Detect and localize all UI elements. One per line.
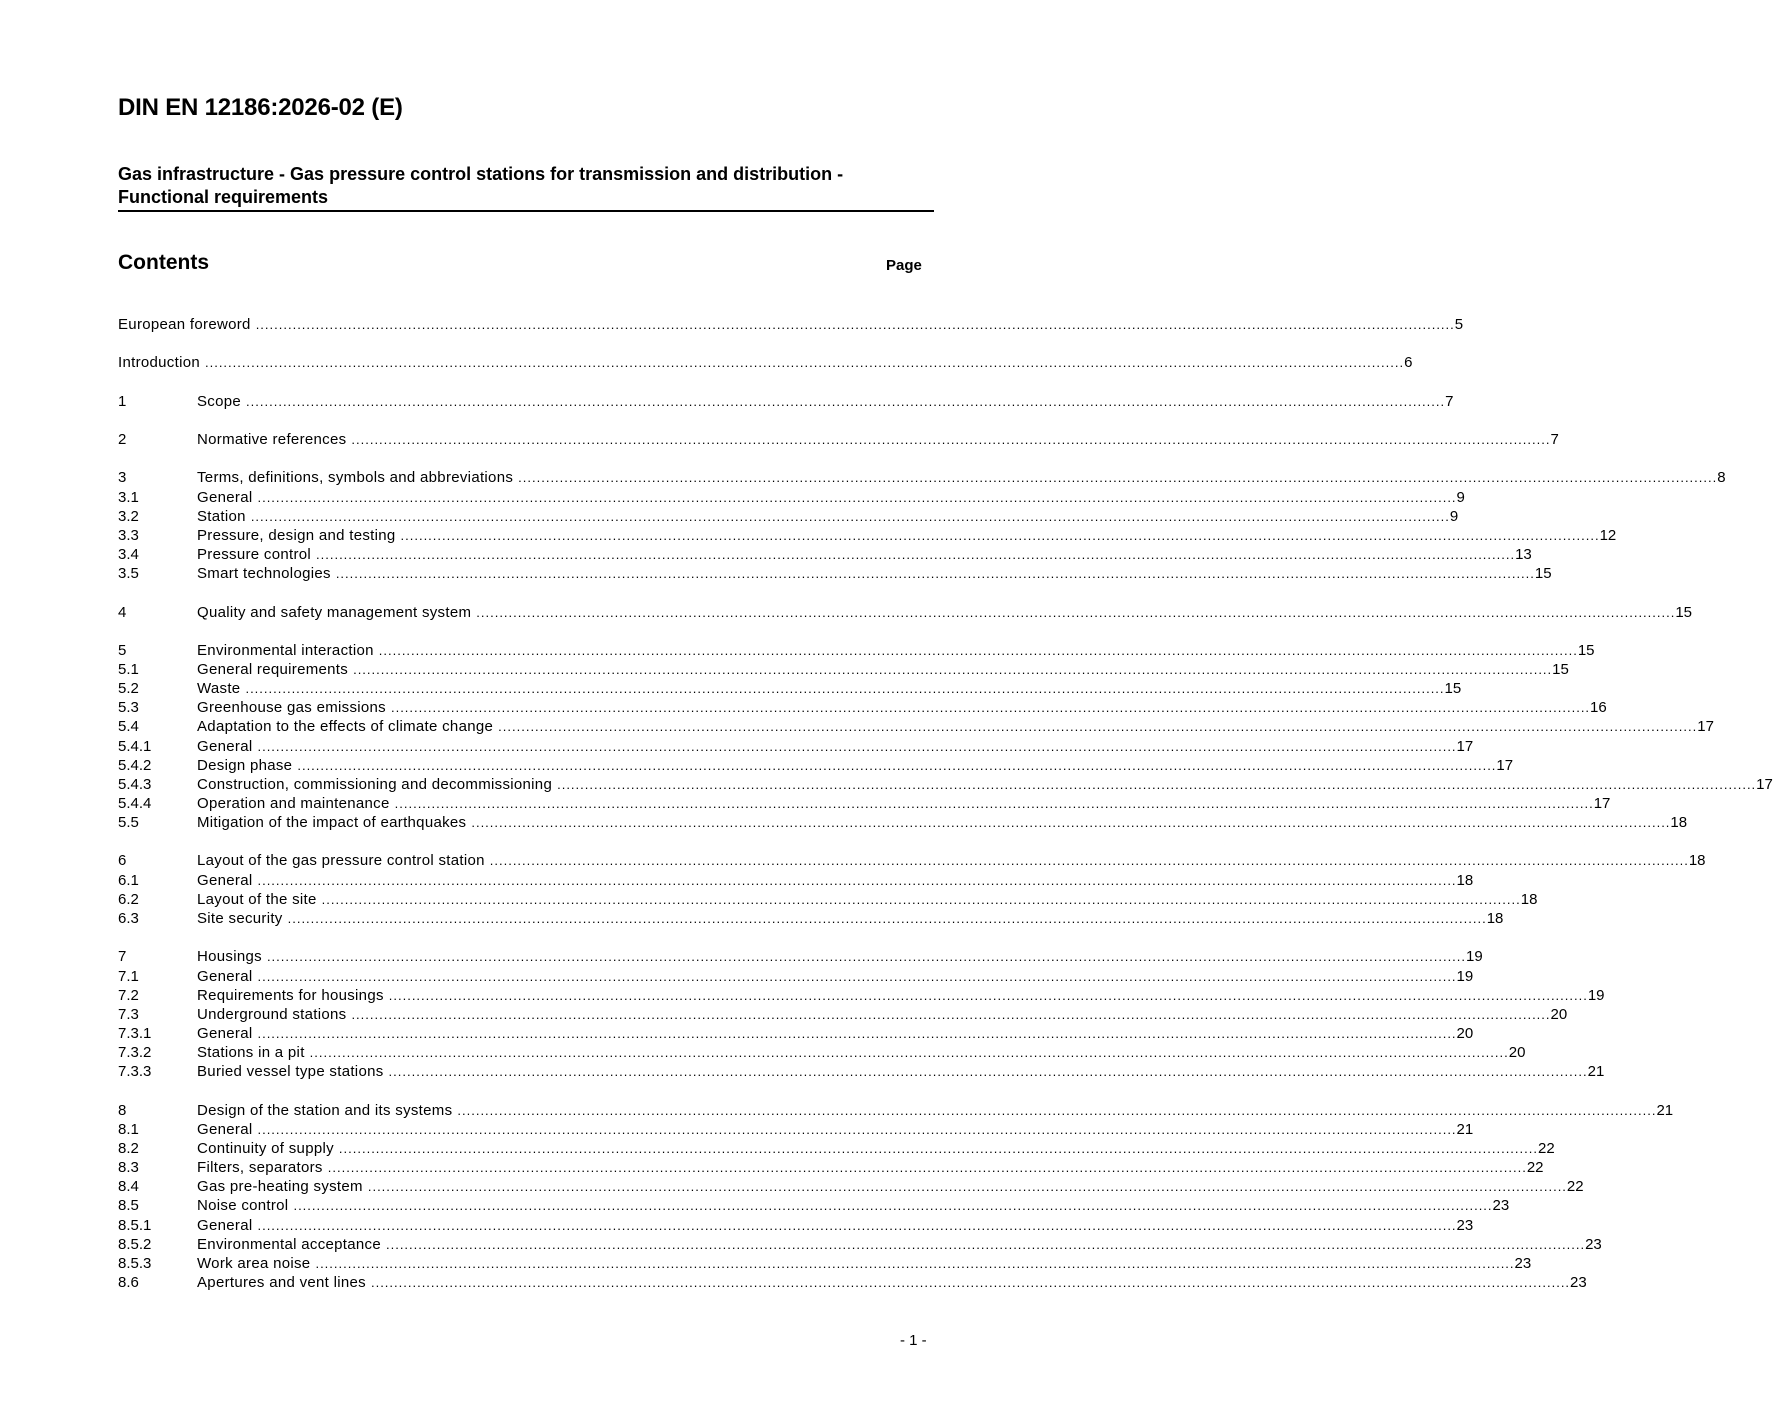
toc-entry-page: 15 <box>1675 604 1693 621</box>
toc-dot-leader: .................................................................................................................................................................................................................................................................... <box>257 1218 1457 1233</box>
toc-dot-leader: .................................................................................................................................................................................................................................................................... <box>518 470 1718 485</box>
toc-entry-number: 5.4 <box>118 718 139 735</box>
toc-dot-leader: .................................................................................................................................................................................................................................................................... <box>316 547 1516 562</box>
toc-dot-leader: .................................................................................................................................................................................................................................................................... <box>476 605 1676 620</box>
toc-entry-title: Filters, separators <box>197 1159 323 1176</box>
toc-entry-page: 15 <box>1552 661 1569 678</box>
toc-entry-number: 6 <box>118 852 127 869</box>
toc-entry-body <box>197 1216 1474 1235</box>
toc-entry[interactable] <box>118 468 1726 487</box>
toc-entry-page: 21 <box>1456 1121 1474 1138</box>
toc-dot-leader: .................................................................................................................................................................................................................................................................... <box>471 815 1671 830</box>
toc-entry-page: 13 <box>1515 546 1532 563</box>
toc-entry-page: 22 <box>1526 1159 1544 1176</box>
toc-entry-body <box>197 1158 1544 1177</box>
toc-entry-page: 7 <box>1445 393 1454 410</box>
toc-entry[interactable] <box>118 775 1773 794</box>
toc-entry-number: 7 <box>118 948 127 965</box>
toc-entry-title: Stations in a pit <box>197 1044 305 1061</box>
toc-entry[interactable] <box>118 1177 1584 1196</box>
toc-entry[interactable] <box>118 392 1454 411</box>
toc-entry[interactable] <box>118 315 1464 334</box>
toc-entry-body <box>197 603 1693 622</box>
toc-dot-leader: .................................................................................................................................................................................................................................................................... <box>378 643 1578 658</box>
toc-entry-body <box>197 679 1462 698</box>
toc-entry-title: Housings <box>197 948 262 965</box>
toc-entry-title: European foreword <box>118 316 251 333</box>
toc-entry-title: Waste <box>197 680 241 697</box>
toc-entry-body <box>197 545 1532 564</box>
toc-entry-body <box>197 1196 1510 1215</box>
toc-entry-number: 8.4 <box>118 1178 139 1195</box>
toc-entry-body <box>197 756 1514 775</box>
toc-entry-number: 3.5 <box>118 565 139 582</box>
toc-entry-page: 23 <box>1456 1217 1474 1234</box>
toc-dot-leader: .................................................................................................................................................................................................................................................................... <box>287 911 1487 926</box>
toc-entry-page: 9 <box>1456 489 1465 506</box>
toc-entry-page: 19 <box>1466 948 1483 965</box>
toc-entry[interactable] <box>118 871 1474 890</box>
toc-entry-number: 8.5.1 <box>118 1217 152 1234</box>
toc-entry-number: 5.5 <box>118 814 139 831</box>
page-column-heading: Page <box>886 257 922 274</box>
toc-entry-number: 1 <box>118 393 127 410</box>
toc-entry-body <box>197 1024 1474 1043</box>
title-rule <box>118 210 934 212</box>
toc-entry-page: 23 <box>1492 1197 1510 1214</box>
toc-dot-leader: .................................................................................................................................................................................................................................................................... <box>257 1122 1457 1137</box>
toc-entry[interactable] <box>118 679 1462 698</box>
toc-entry-body <box>197 1235 1602 1254</box>
toc-entry-page: 17 <box>1593 795 1611 812</box>
toc-entry-number: 8.5 <box>118 1197 139 1214</box>
toc-entry-title: Terms, definitions, symbols and abbreviations <box>197 469 514 486</box>
toc-entry-page: 23 <box>1514 1255 1532 1272</box>
toc-dot-leader: .................................................................................................................................................................................................................................................................... <box>498 719 1698 734</box>
toc-entry-title: Greenhouse gas emissions <box>197 699 386 716</box>
toc-entry[interactable] <box>118 1120 1474 1139</box>
toc-entry-body <box>118 315 1464 334</box>
toc-dot-leader: .................................................................................................................................................................................................................................................................... <box>257 739 1457 754</box>
toc-dot-leader: .................................................................................................................................................................................................................................................................... <box>388 1064 1588 1079</box>
toc-entry[interactable] <box>118 1139 1555 1158</box>
toc-entry-body <box>197 947 1483 966</box>
toc-entry-number: 8.2 <box>118 1140 139 1157</box>
toc-entry-body <box>197 430 1559 449</box>
toc-entry[interactable] <box>118 1024 1474 1043</box>
toc-entry[interactable] <box>118 717 1714 736</box>
toc-entry-number: 5.4.2 <box>118 757 152 774</box>
toc-entry[interactable] <box>118 967 1474 986</box>
toc-dot-leader: .................................................................................................................................................................................................................................................................... <box>457 1103 1657 1118</box>
toc-entry[interactable] <box>118 1101 1674 1120</box>
toc-entry-number: 8.3 <box>118 1159 139 1176</box>
toc-entry-body <box>197 1139 1555 1158</box>
toc-entry-title: General requirements <box>197 661 349 678</box>
toc-entry[interactable] <box>118 1254 1532 1273</box>
toc-entry-page: 23 <box>1585 1236 1602 1253</box>
toc-entry[interactable] <box>118 545 1532 564</box>
toc-entry-number: 5.1 <box>118 661 139 678</box>
toc-entry-body <box>197 1043 1526 1062</box>
toc-entry-title: Quality and safety management system <box>197 604 472 621</box>
toc-entry-body <box>197 660 1569 679</box>
toc-entry[interactable] <box>118 851 1706 870</box>
toc-entry-body <box>197 871 1474 890</box>
toc-dot-leader: .................................................................................................................................................................................................................................................................... <box>338 1141 1538 1156</box>
document-title: DIN EN 12186:2026-02 (E) <box>118 94 403 121</box>
toc-entry[interactable] <box>118 1273 1587 1292</box>
toc-entry-title: Environmental acceptance <box>197 1236 381 1253</box>
toc-entry-page: 22 <box>1537 1140 1555 1157</box>
toc-entry-body <box>197 641 1595 660</box>
toc-entry-body <box>197 737 1474 756</box>
toc-entry-body <box>197 813 1688 832</box>
toc-entry-number: 8.5.2 <box>118 1236 152 1253</box>
toc-entry[interactable] <box>118 947 1483 966</box>
toc-entry-title: Pressure, design and testing <box>197 527 396 544</box>
toc-dot-leader: .................................................................................................................................................................................................................................................................... <box>370 1275 1571 1290</box>
toc-entry-page: 17 <box>1756 776 1773 793</box>
toc-dot-leader: .................................................................................................................................................................................................................................................................... <box>293 1198 1493 1213</box>
toc-entry-title: General <box>197 738 253 755</box>
toc-entry-title: Design phase <box>197 757 293 774</box>
toc-dot-leader: .................................................................................................................................................................................................................................................................... <box>390 700 1591 715</box>
toc-entry-body <box>118 353 1413 372</box>
toc-entry-number: 7.3 <box>118 1006 139 1023</box>
toc-entry[interactable] <box>118 794 1611 813</box>
toc-entry-title: General <box>197 872 253 889</box>
toc-entry-page: 18 <box>1520 891 1538 908</box>
toc-entry[interactable] <box>118 641 1595 660</box>
toc-entry-title: Mitigation of the impact of earthquakes <box>197 814 467 831</box>
toc-entry[interactable] <box>118 1235 1602 1254</box>
toc-entry-number: 2 <box>118 431 127 448</box>
toc-entry-body <box>197 507 1459 526</box>
toc-entry-body <box>197 392 1454 411</box>
toc-dot-leader: .................................................................................................................................................................................................................................................................... <box>489 853 1689 868</box>
toc-dot-leader: .................................................................................................................................................................................................................................................................... <box>394 796 1594 811</box>
toc-entry-body <box>197 775 1773 794</box>
toc-entry-body <box>197 1062 1605 1081</box>
toc-entry-title: Smart technologies <box>197 565 331 582</box>
toc-entry-title: Adaptation to the effects of climate change <box>197 718 494 735</box>
toc-entry-number: 5.3 <box>118 699 139 716</box>
toc-entry-body <box>197 1005 1568 1024</box>
toc-dot-leader: .................................................................................................................................................................................................................................................................... <box>353 662 1553 677</box>
toc-entry[interactable] <box>118 1043 1526 1062</box>
toc-entry-title: Design of the station and its systems <box>197 1102 453 1119</box>
toc-entry-title: Underground stations <box>197 1006 347 1023</box>
toc-entry[interactable] <box>118 488 1465 507</box>
toc-dot-leader: .................................................................................................................................................................................................................................................................... <box>246 394 1446 409</box>
toc-entry-number: 6.2 <box>118 891 139 908</box>
toc-entry-page: 18 <box>1486 910 1504 927</box>
toc-entry-body <box>197 468 1726 487</box>
toc-entry[interactable] <box>118 564 1552 583</box>
toc-entry-title: General <box>197 968 253 985</box>
toc-entry-number: 7.3.1 <box>118 1025 152 1042</box>
toc-dot-leader: .................................................................................................................................................................................................................................................................... <box>351 432 1551 447</box>
toc-entry-number: 8.1 <box>118 1121 139 1138</box>
toc-entry[interactable] <box>118 1062 1605 1081</box>
toc-entry-title: Site security <box>197 910 283 927</box>
toc-entry-page: 20 <box>1456 1025 1474 1042</box>
toc-entry-title: Buried vessel type stations <box>197 1063 384 1080</box>
toc-entry-title: Environmental interaction <box>197 642 374 659</box>
toc-entry-number: 3.2 <box>118 508 139 525</box>
toc-entry-title: Introduction <box>118 354 200 371</box>
toc-entry[interactable] <box>118 890 1538 909</box>
toc-entry-number: 3.4 <box>118 546 139 563</box>
toc-entry-title: Normative references <box>197 431 347 448</box>
toc-entry-body <box>197 794 1611 813</box>
toc-entry-number: 3.1 <box>118 489 139 506</box>
toc-dot-leader: .................................................................................................................................................................................................................................................................... <box>327 1160 1527 1175</box>
toc-entry-body <box>197 851 1706 870</box>
toc-entry[interactable] <box>118 756 1514 775</box>
toc-entry[interactable] <box>118 1196 1510 1215</box>
toc-entry-body <box>197 986 1605 1005</box>
toc-entry-title: Layout of the site <box>197 891 317 908</box>
toc-entry-title: Scope <box>197 393 242 410</box>
toc-entry-title: Continuity of supply <box>197 1140 334 1157</box>
toc-entry-body <box>197 1273 1587 1292</box>
toc-entry[interactable] <box>118 986 1605 1005</box>
toc-dot-leader: .................................................................................................................................................................................................................................................................... <box>367 1179 1567 1194</box>
toc-entry-body <box>197 564 1552 583</box>
toc-dot-leader: .................................................................................................................................................................................................................................................................... <box>204 355 1405 370</box>
toc-entry-page: 7 <box>1550 431 1559 448</box>
toc-entry-body <box>197 890 1538 909</box>
toc-entry-body <box>197 526 1617 545</box>
toc-entry[interactable] <box>118 430 1559 449</box>
toc-entry[interactable] <box>118 698 1607 717</box>
toc-entry-page: 15 <box>1534 565 1552 582</box>
toc-dot-leader: .................................................................................................................................................................................................................................................................... <box>309 1045 1509 1060</box>
toc-entry-page: 19 <box>1456 968 1474 985</box>
toc-entry-number: 8.5.3 <box>118 1255 152 1272</box>
toc-entry-title: Pressure control <box>197 546 312 563</box>
toc-entry-number: 4 <box>118 604 127 621</box>
toc-entry-title: Layout of the gas pressure control station <box>197 852 485 869</box>
footer-page-number: - 1 - <box>900 1332 927 1349</box>
toc-entry-page: 5 <box>1454 316 1464 333</box>
toc-entry-body <box>197 698 1607 717</box>
toc-entry-page: 20 <box>1508 1044 1526 1061</box>
toc-entry-page: 12 <box>1599 527 1617 544</box>
toc-entry-number: 7.1 <box>118 968 139 985</box>
toc-dot-leader: .................................................................................................................................................................................................................................................................... <box>257 969 1457 984</box>
toc-entry-body <box>197 1177 1584 1196</box>
toc-entry-title: General <box>197 1217 253 1234</box>
toc-dot-leader: .................................................................................................................................................................................................................................................................... <box>257 1026 1457 1041</box>
toc-dot-leader: .................................................................................................................................................................................................................................................................... <box>400 528 1600 543</box>
toc-entry-number: 5 <box>118 642 127 659</box>
toc-entry-number: 8.6 <box>118 1274 139 1291</box>
toc-entry[interactable] <box>118 1005 1568 1024</box>
toc-entry-title: General <box>197 1121 253 1138</box>
toc-entry-page: 18 <box>1670 814 1688 831</box>
toc-entry-number: 5.4.1 <box>118 738 152 755</box>
toc-dot-leader: .................................................................................................................................................................................................................................................................... <box>257 873 1457 888</box>
toc-entry-page: 16 <box>1590 699 1607 716</box>
toc-entry-page: 8 <box>1717 469 1726 486</box>
toc-entry-title: Station <box>197 508 246 525</box>
toc-entry-page: 9 <box>1449 508 1459 525</box>
toc-entry[interactable] <box>118 603 1693 622</box>
toc-entry-body <box>197 967 1474 986</box>
toc-entry[interactable] <box>118 660 1569 679</box>
toc-entry-page: 23 <box>1570 1274 1587 1291</box>
toc-dot-leader: .................................................................................................................................................................................................................................................................... <box>315 1256 1515 1271</box>
toc-dot-leader: .................................................................................................................................................................................................................................................................... <box>557 777 1757 792</box>
toc-entry[interactable] <box>118 909 1504 928</box>
toc-dot-leader: .................................................................................................................................................................................................................................................................... <box>351 1007 1551 1022</box>
toc-entry-number: 7.2 <box>118 987 139 1004</box>
toc-entry-title: Apertures and vent lines <box>197 1274 366 1291</box>
toc-entry-number: 7.3.2 <box>118 1044 152 1061</box>
toc-entry-page: 15 <box>1444 680 1462 697</box>
toc-dot-leader: .................................................................................................................................................................................................................................................................... <box>335 566 1535 581</box>
toc-entry[interactable] <box>118 507 1459 526</box>
toc-entry-body <box>197 1254 1532 1273</box>
toc-entry-body <box>197 1120 1474 1139</box>
toc-entry-body <box>197 1101 1674 1120</box>
toc-entry[interactable] <box>118 813 1688 832</box>
toc-entry[interactable] <box>118 526 1617 545</box>
toc-entry-number: 6.3 <box>118 910 139 927</box>
toc-dot-leader: .................................................................................................................................................................................................................................................................... <box>297 758 1497 773</box>
toc-entry-number: 5.4.3 <box>118 776 152 793</box>
document-subtitle: Gas infrastructure - Gas pressure control stations for transmission and distribution - Functional requirements <box>118 164 844 207</box>
toc-dot-leader: .................................................................................................................................................................................................................................................................... <box>250 509 1450 524</box>
toc-entry[interactable] <box>118 1216 1474 1235</box>
toc-dot-leader: .................................................................................................................................................................................................................................................................... <box>385 1237 1586 1252</box>
toc-entry-page: 20 <box>1550 1006 1568 1023</box>
toc-entry[interactable] <box>118 1158 1544 1177</box>
toc-entry-page: 17 <box>1697 718 1714 735</box>
toc-entry-page: 21 <box>1587 1063 1605 1080</box>
toc-entry-number: 5.2 <box>118 680 139 697</box>
toc-entry-number: 3.3 <box>118 527 139 544</box>
toc-entry-page: 17 <box>1456 738 1474 755</box>
toc-entry-title: General <box>197 1025 253 1042</box>
toc-entry-number: 6.1 <box>118 872 139 889</box>
toc-entry-number: 5.4.4 <box>118 795 152 812</box>
toc-entry-page: 18 <box>1456 872 1474 889</box>
toc-entry-body <box>197 909 1504 928</box>
toc-entry-number: 8 <box>118 1102 127 1119</box>
toc-entry-title: Construction, commissioning and decommissioning <box>197 776 553 793</box>
toc-entry[interactable] <box>118 737 1474 756</box>
toc-entry-title: General <box>197 489 253 506</box>
toc-entry-title: Operation and maintenance <box>197 795 390 812</box>
toc-entry-page: 19 <box>1587 987 1605 1004</box>
toc-entry-title: Work area noise <box>197 1255 311 1272</box>
toc-entry-body <box>197 717 1714 736</box>
toc-dot-leader: .................................................................................................................................................................................................................................................................... <box>321 892 1521 907</box>
toc-dot-leader: .................................................................................................................................................................................................................................................................... <box>255 317 1455 332</box>
toc-entry-title: Noise control <box>197 1197 289 1214</box>
toc-entry-page: 17 <box>1496 757 1514 774</box>
toc-dot-leader: .................................................................................................................................................................................................................................................................... <box>245 681 1445 696</box>
toc-entry-title: Gas pre-heating system <box>197 1178 363 1195</box>
toc-entry-page: 22 <box>1566 1178 1584 1195</box>
toc-entry-title: Requirements for housings <box>197 987 384 1004</box>
toc-dot-leader: .................................................................................................................................................................................................................................................................... <box>266 949 1467 964</box>
toc-entry-number: 3 <box>118 469 127 486</box>
toc-entry-page: 15 <box>1577 642 1595 659</box>
toc-entry-body <box>197 488 1465 507</box>
toc-entry[interactable] <box>118 353 1413 372</box>
toc-dot-leader: .................................................................................................................................................................................................................................................................... <box>388 988 1588 1003</box>
toc-entry-number: 7.3.3 <box>118 1063 152 1080</box>
toc-dot-leader: .................................................................................................................................................................................................................................................................... <box>257 490 1457 505</box>
toc-entry-page: 6 <box>1404 354 1413 371</box>
contents-heading: Contents <box>118 251 209 274</box>
toc-entry-page: 21 <box>1656 1102 1674 1119</box>
toc-entry-page: 18 <box>1688 852 1706 869</box>
